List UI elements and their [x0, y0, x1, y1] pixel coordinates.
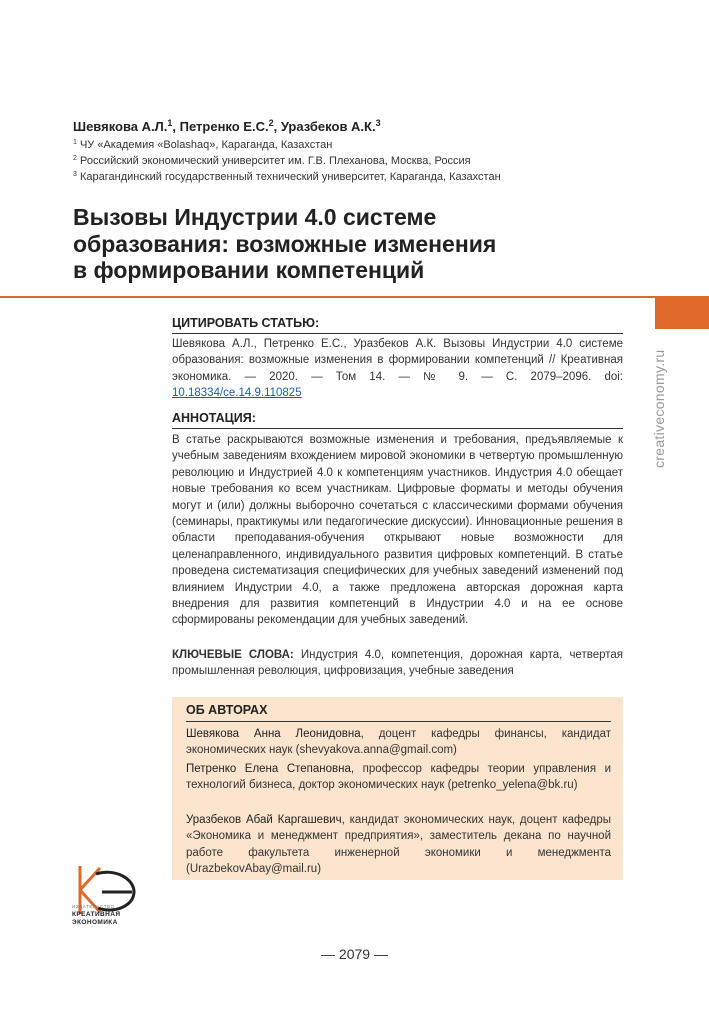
author-list: Шевякова А.Л.$^1$, Петренко Е.С.$^2$, Уразбеков А.К.$^3$	[73, 118, 381, 134]
affiliation: $^1$ ЧУ «Академия «Bolashaq», Караганда, Казахстан	[73, 139, 333, 151]
about-divider	[186, 721, 611, 722]
cite-text: Шевякова А.Л., Петренко Е.С., Уразбеков А.К. Вызовы Индустрии 4.0 системе образования: возможные изменения в формировании компетенций // Креативная экономика. — 2020. — Том 14. — № 9. — С. 2079–2096. doi: 10.18334/ce.14.9.110825	[172, 338, 623, 400]
doi-link[interactable]: 10.18334/ce.14.9.110825	[172, 387, 302, 400]
about-authors-heading: ОБ АВТОРАХ	[186, 703, 268, 717]
cite-heading: ЦИТИРОВАТЬ СТАТЬЮ:	[172, 316, 320, 330]
author-sup: 1	[167, 118, 173, 128]
publisher-logo-text: ИЗДАТЕЛЬСТВО КРЕАТИВНАЯ ЭКОНОМИКА	[72, 904, 121, 926]
abstract-text: В статье раскрываются возможные изменения и требования, предъявляемые к учебным заведениям вхождением мировой экономики в четвертую промышленную революцию и Индустрией 4.0 к компетенциям участников. Индустрия 4.0 обещает новые требования ко всем участникам. Цифровые форматы и методы обучения могут и (или) должны выборочно сочетаться с классическими формами обучения (семинары, практикумы или педагогические дискуссии). Инновационные решения в области преподавания-обучения открывают новые возможности для целенаправленного, индивидуального развития цифровых компетенций. В статье проведена систематизация специфических для учебных заведений изменений под влиянием Индустрии 4.0, а также предложена авторская дорожная карта внедрения для развития компетенций в Индустрии 4.0 и на ее основе сформированы рекомендации для учебных заведений.	[172, 434, 623, 627]
affiliation: $^3$ Карагандинский государственный технический университет, Караганда, Казахстан	[73, 171, 501, 183]
author-name: Шевякова А.Л.	[73, 119, 168, 134]
author-sup: 3	[375, 118, 381, 128]
abstract-heading: АННОТАЦИЯ:	[172, 411, 256, 425]
author-bio: Петренко Елена Степановна, профессор кафедры теории управления и технологий бизнеса, доктор экономических наук (petrenko_yelena@bk.ru)	[186, 763, 612, 792]
article-title: Вызовы Индустрии 4.0 системе образования: возможные изменения в формировании компетенций	[73, 204, 497, 283]
author-name: Петренко Е.С.	[179, 119, 269, 134]
site-name-vertical: creativeconomy.ru	[651, 349, 667, 468]
keywords-label: КЛЮЧЕВЫЕ СЛОВА:	[172, 649, 294, 661]
author-name: Уразбеков А.К.	[280, 119, 376, 134]
page-number: — 2079 —	[321, 946, 388, 962]
orange-tab	[655, 298, 709, 329]
affiliation: $^2$ Российский экономический университет им. Г.В. Плеханова, Москва, Россия	[73, 155, 471, 167]
author-bio: Шевякова Анна Леонидовна, доцент кафедры финансы, кандидат экономических наук (shevyakova.anna@gmail.com)	[186, 728, 611, 757]
orange-divider	[0, 296, 709, 298]
cite-divider	[172, 333, 623, 334]
author-bio: Уразбеков Абай Каргашевич, кандидат экономических наук, доцент кафедры «Экономика и менеджмент предприятия», заместитель декана по научной работе факультета инженерной экономики и менеджмента (UrazbekovAbay@mail.ru)	[186, 814, 611, 875]
keywords: КЛЮЧЕВЫЕ СЛОВА: Индустрия 4.0, компетенция, дорожная карта, четвертая промышленная революция, цифровизация, учебные заведения	[172, 649, 623, 678]
author-sup: 2	[268, 118, 274, 128]
abstract-divider	[172, 428, 623, 429]
